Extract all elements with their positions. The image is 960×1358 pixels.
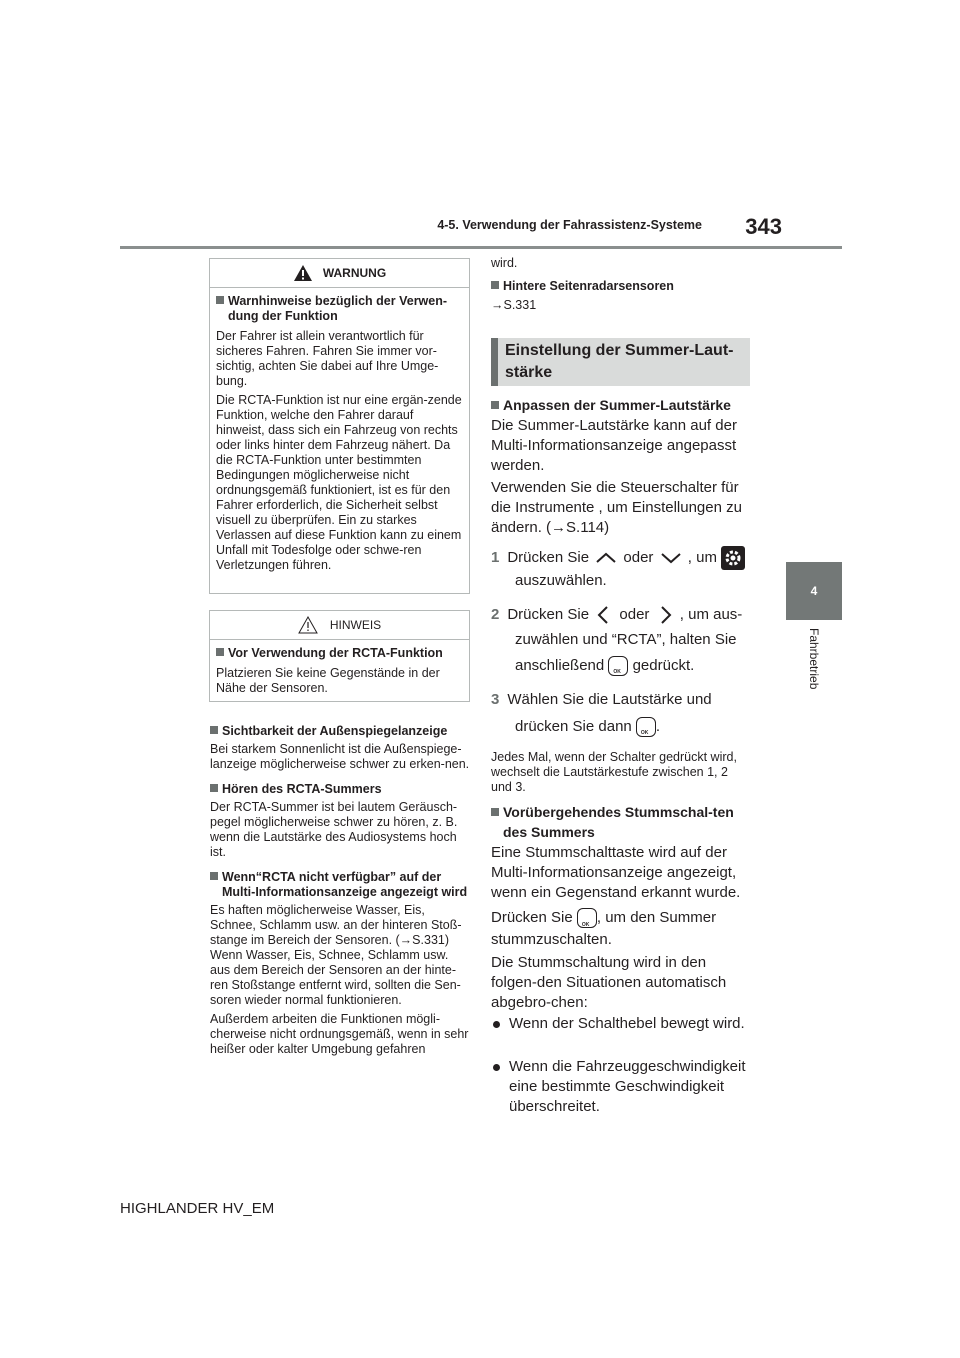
- warning-title: WARNUNG: [322, 266, 387, 280]
- square-bullet-icon: [210, 726, 218, 734]
- step-3: [491, 690, 751, 710]
- square-bullet-icon: [491, 808, 499, 816]
- step-text: Wählen Sie die Lautstärke und: [507, 691, 712, 708]
- ok-button-icon: [636, 717, 656, 737]
- para-mute-3: Die Stummschaltung wird in den folgen-den Situationen automatisch abgebro-chen:: [491, 954, 727, 1011]
- warning-box: [209, 258, 470, 594]
- step-text: , um: [687, 548, 717, 566]
- chevron-right-icon: [654, 604, 676, 626]
- para-buzzer-hearing: Der RCTA-Summer ist bei lautem Geräusch-pegel möglicherweise schwer zu hören, z. B. wenn die Lautstärke des Audiosystems hoch ist.: [210, 800, 458, 859]
- step-text: gedrückt.: [632, 657, 695, 674]
- volume-note: Jedes Mal, wenn der Schalter gedrückt wird, wechselt die Lautstärkestufe zwischen 1, 2 und 3.: [491, 750, 737, 794]
- step-2-line-2: zuwählen und “RCTA”, halten Sie: [515, 631, 737, 648]
- step-1-continued: auszuwählen.: [515, 572, 607, 589]
- square-bullet-icon: [491, 401, 499, 409]
- square-bullet-icon: [216, 296, 224, 304]
- step-text: Drücken Sie: [507, 605, 590, 623]
- heading-mirror-visibility: [210, 724, 470, 739]
- step-number: 3: [491, 691, 500, 708]
- section-heading: [491, 338, 750, 386]
- section-accent-bar: [491, 338, 498, 386]
- para-text: , um den Summer stummzuschalten.: [491, 909, 717, 948]
- list-item: Wenn die Fahrzeuggeschwindigkeit eine bestimmte Geschwindigkeit überschreitet.: [491, 1057, 749, 1117]
- left-column: [210, 724, 470, 1067]
- chevron-up-icon: [593, 550, 619, 566]
- step-text: drücken Sie dann: [515, 718, 632, 735]
- notice-box: [209, 610, 470, 702]
- notice-subheading: [216, 646, 463, 661]
- list-item: Wenn der Schalthebel bewegt wird.: [491, 1014, 749, 1034]
- warning-para-2: Die RCTA-Funktion ist nur eine ergän-zende Funktion, welche den Fahrer darauf hinweist, dass sich ein Fahrzeug von rechts oder links hinter dem Fahrzeug nähert. Da die RCTA-Funktion unter bestimmten Bedingungen möglicherweise nicht ordnungsgemäß funktioniert, ist es für den Fahrer erforderlich, die Sicherheit selbst visuell zu überprüfen. Ein zu starkes Verlassen auf diese Funktion kann zu einem Unfall mit Todesfolge oder schwe-ren Verletzungen führen.: [216, 393, 462, 572]
- step-text: Drücken Sie: [507, 548, 590, 566]
- step-3-line-2: [515, 717, 755, 737]
- heading-mute-buzzer: [491, 802, 751, 842]
- heading-buzzer-hearing: [210, 782, 470, 797]
- chapter-label-text: Fahrbetrieb: [807, 628, 821, 690]
- warning-subheading: [216, 294, 463, 324]
- step-text: .: [655, 718, 661, 735]
- step-text: anschließend: [515, 657, 605, 674]
- para-mute-2: [491, 907, 746, 951]
- heading-adjust-volume: [491, 395, 751, 415]
- square-bullet-icon: [491, 281, 499, 289]
- square-bullet-icon: [216, 648, 224, 656]
- heading-rcta-unavailable: [210, 870, 470, 900]
- settings-gear-icon: [721, 546, 745, 570]
- heading-text: Sichtbarkeit der Außenspiegelanzeige: [222, 724, 448, 738]
- square-bullet-icon: [210, 784, 218, 792]
- warning-icon: [293, 264, 313, 282]
- para-rcta-unavailable: Es haften möglicherweise Wasser, Eis, Schnee, Schlamm usw. an der hinteren Stoß-stange im Bereich der Sensoren. (→S.331) Wenn Wasser, Eis, Schnee, Schlamm usw. aus dem Bereich der Sensoren an der hinte-ren Stoßstange entfernt wird, sollten die Sen-soren wieder normal funktionieren.: [210, 903, 462, 1007]
- warning-subheading-text: Warnhinweise bezüglich der Verwen-dung der Funktion: [228, 294, 448, 323]
- step-number: 1: [491, 548, 500, 566]
- para-adjust-2: Verwenden Sie die Steuerschalter für die Instrumente , um Einstellungen zu ändern. (→S.114): [491, 479, 742, 536]
- section-heading-text: Einstellung der Summer-Laut-stärke: [505, 342, 734, 381]
- step-2: [491, 604, 761, 626]
- footer-model: HIGHLANDER HV_EM: [120, 1200, 275, 1217]
- step-text: , um aus-: [679, 605, 743, 623]
- heading-text: Wenn“RCTA nicht verfügbar” auf der Multi-Informationsanzeige angezeigt wird: [222, 870, 468, 899]
- caution-outline-icon: [298, 616, 318, 634]
- ok-button-icon: [577, 908, 597, 928]
- step-2-line-3: [515, 656, 755, 676]
- heading-rear-sensors: [491, 279, 751, 294]
- chapter-label: [786, 628, 842, 708]
- step-text: oder: [623, 548, 654, 566]
- ref-rear-sensors[interactable]: →S.331: [491, 298, 537, 312]
- para-text: Drücken Sie: [491, 909, 573, 926]
- chapter-tab: 4: [786, 562, 842, 620]
- para-mirror-visibility: Bei starkem Sonnenlicht ist die Außenspiege-lanzeige möglicherweise schwer zu erken-nen.: [210, 742, 470, 771]
- heading-text: Anpassen der Summer-Lautstärke: [503, 397, 731, 413]
- notice-subheading-text: Vor Verwendung der RCTA-Funktion: [228, 646, 443, 660]
- notice-para: Platzieren Sie keine Gegenstände in der Nähe der Sensoren.: [216, 666, 440, 695]
- para-mute-1: Eine Stummschalttaste wird auf der Multi-Informationsanzeige angezeigt, wenn ein Gegenstand erkannt wurde.: [491, 844, 741, 901]
- chevron-left-icon: [593, 604, 615, 626]
- warning-box-header: [210, 259, 469, 288]
- step-1: [491, 546, 761, 570]
- header-divider: [120, 246, 842, 249]
- para-temperature: Außerdem arbeiten die Funktionen mögli-cherweise nicht ordnungsgemäß, wenn in sehr heißer oder kalter Umgebung gefahren: [210, 1012, 469, 1056]
- continued-text: wird.: [491, 256, 518, 270]
- chevron-down-icon: [658, 550, 684, 566]
- para-adjust-1: Die Summer-Lautstärke kann auf der Multi-Informationsanzeige angepasst werden.: [491, 417, 737, 474]
- heading-text: Hören des RCTA-Summers: [222, 782, 382, 796]
- heading-text: Vorübergehendes Stummschal-ten des Summers: [503, 804, 734, 840]
- heading-text: Hintere Seitenradarsensoren: [503, 279, 674, 293]
- section-header-title: 4-5. Verwendung der Fahrassistenz-Systeme: [437, 218, 702, 232]
- step-text: oder: [619, 605, 650, 623]
- square-bullet-icon: [210, 872, 218, 880]
- ok-button-icon: [608, 656, 628, 676]
- step-number: 2: [491, 605, 500, 623]
- warning-para-1: Der Fahrer ist allein verantwortlich für sicheres Fahren. Fahren Sie immer vor-sichtig, achten Sie dabei auf Ihre Umge-bung.: [216, 329, 439, 388]
- notice-title: HINWEIS: [329, 618, 382, 632]
- notice-box-header: [210, 611, 469, 640]
- page-number: 343: [745, 214, 782, 239]
